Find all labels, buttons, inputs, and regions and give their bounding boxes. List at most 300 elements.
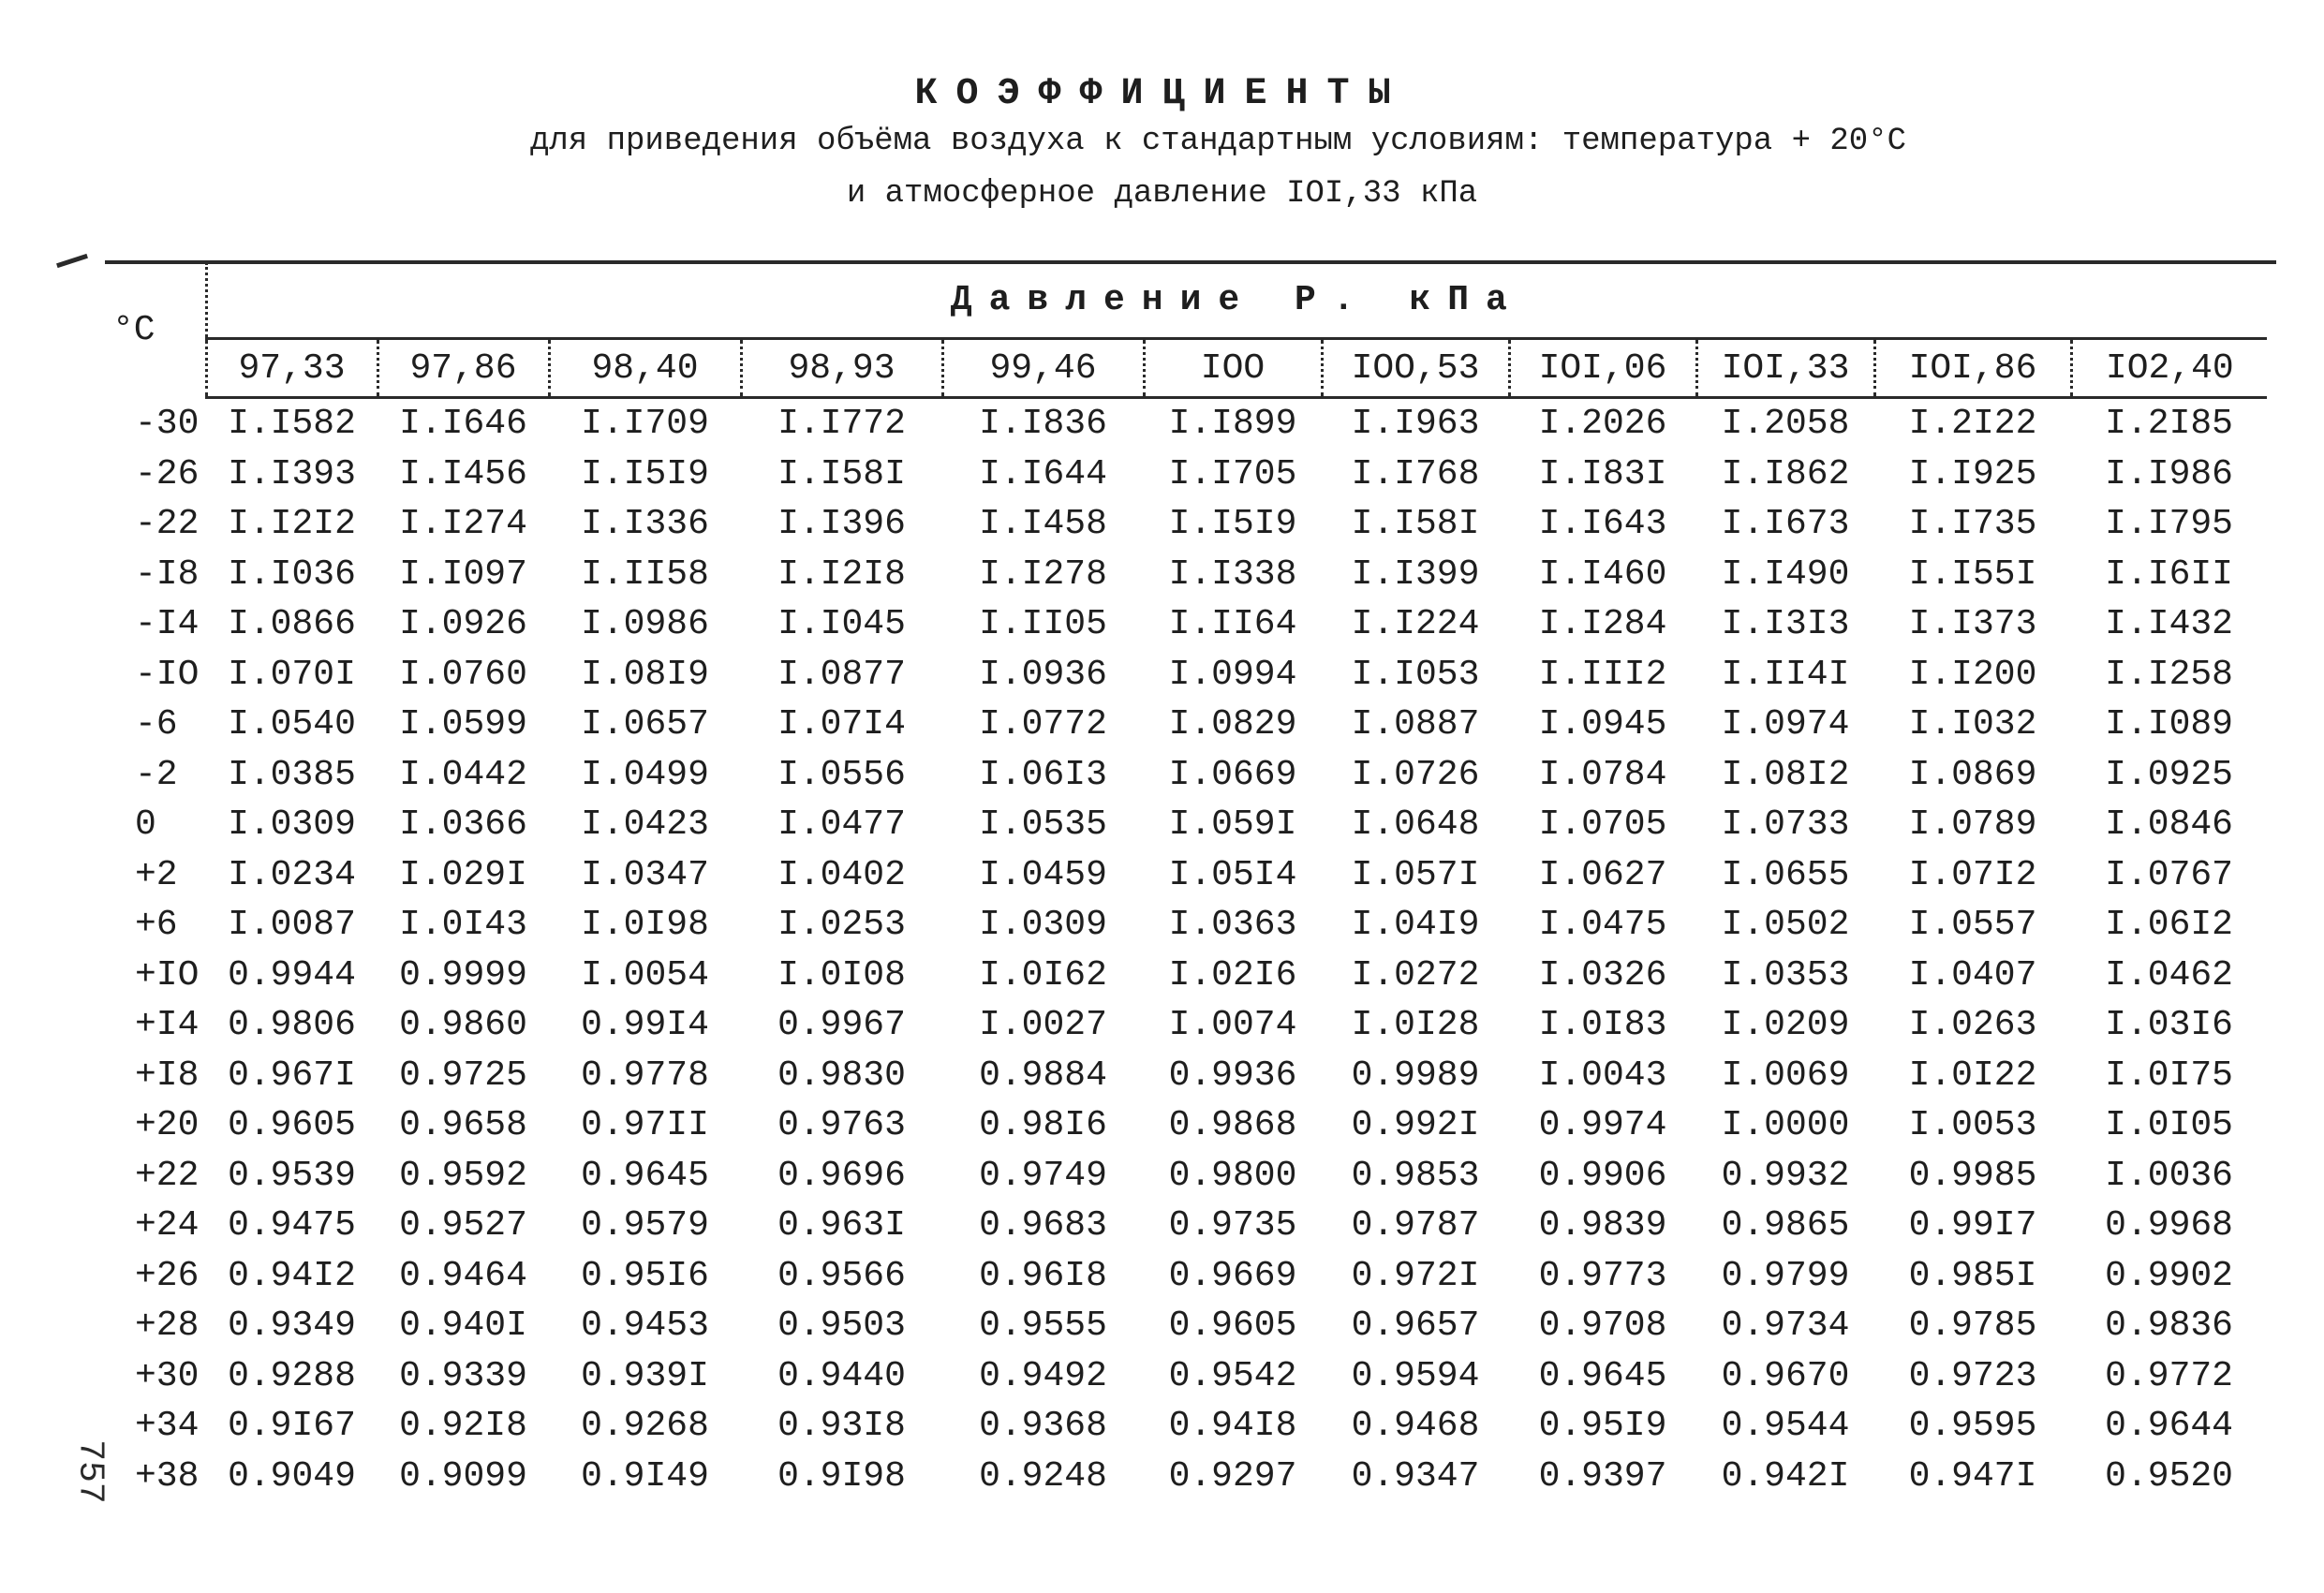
coefficient-cell: I.0887: [1351, 704, 1480, 745]
coefficient-cell: I.0309: [228, 804, 356, 846]
coefficient-cell: 0.9974: [1538, 1105, 1667, 1146]
coefficient-cell: 0.9248: [979, 1455, 1107, 1497]
coefficient-cell: 0.93I8: [777, 1406, 906, 1447]
coefficient-cell: 0.9800: [1168, 1155, 1297, 1196]
coefficient-cell: I.0784: [1538, 754, 1667, 795]
temperature-cell: -2: [135, 754, 178, 795]
coefficient-cell: I.0462: [2105, 954, 2233, 996]
coefficient-cell: 0.98I6: [979, 1105, 1107, 1146]
temperature-cell: +38: [135, 1455, 200, 1497]
coefficient-cell: I.I643: [1538, 504, 1667, 545]
coefficient-cell: I.I772: [777, 404, 906, 445]
table-row: [112, 550, 2267, 600]
coefficient-cell: I.0925: [2105, 754, 2233, 795]
coefficient-cell: 0.9297: [1168, 1455, 1297, 1497]
coefficient-cell: I.I399: [1351, 553, 1480, 595]
coefficient-cell: I.I053: [1351, 654, 1480, 695]
coefficient-cell: I.057I: [1351, 854, 1480, 895]
temperature-cell: -IO: [135, 654, 200, 695]
coefficient-cell: I.I432: [2105, 604, 2233, 645]
coefficient-cell: 0.9368: [979, 1406, 1107, 1447]
table-row: [112, 800, 2267, 850]
coefficient-cell: 0.9349: [228, 1305, 356, 1347]
table-row: [112, 450, 2267, 500]
coefficient-cell: 0.9605: [228, 1105, 356, 1146]
coefficient-cell: I.06I2: [2105, 905, 2233, 946]
pressure-column-header: 98,93: [741, 339, 942, 398]
coefficient-cell: 0.96I8: [979, 1255, 1107, 1296]
coefficient-cell: 0.9830: [777, 1055, 906, 1096]
coefficient-cell: I.0556: [777, 754, 906, 795]
coefficient-cell: I.I460: [1538, 553, 1667, 595]
coefficient-cell: I.0459: [979, 854, 1107, 895]
coefficient-cell: I.0557: [1908, 905, 2037, 946]
coefficient-cell: I.I899: [1168, 404, 1297, 445]
coefficient-cell: I.0829: [1168, 704, 1297, 745]
table-row: [112, 1401, 2267, 1452]
coefficient-cell: 0.9670: [1721, 1355, 1850, 1396]
coefficient-cell: 0.9644: [2105, 1406, 2233, 1447]
coefficient-cell: I.I089: [2105, 704, 2233, 745]
coefficient-cell: I.0000: [1721, 1105, 1850, 1146]
coefficient-cell: 0.942I: [1721, 1455, 1850, 1497]
coefficient-cell: 0.9778: [581, 1055, 709, 1096]
temperature-cell: +IO: [135, 954, 200, 996]
coefficient-cell: 0.9839: [1538, 1205, 1667, 1246]
coefficient-cell: I.0074: [1168, 1005, 1297, 1046]
coefficients-table: [112, 262, 2267, 1501]
temperature-unit-header: °С: [112, 309, 155, 350]
coefficient-cell: 0.9468: [1351, 1406, 1480, 1447]
coefficient-cell: I.I045: [777, 604, 906, 645]
coefficient-cell: 0.9503: [777, 1305, 906, 1347]
coefficient-cell: I.I5I9: [1168, 504, 1297, 545]
coefficient-cell: 0.9I98: [777, 1455, 906, 1497]
coefficient-cell: I.I032: [1908, 704, 2037, 745]
coefficient-cell: 0.9397: [1538, 1455, 1667, 1497]
temperature-cell: -I4: [135, 604, 200, 645]
coefficient-cell: 0.9932: [1721, 1155, 1850, 1196]
coefficient-cell: I.0347: [581, 854, 709, 895]
coefficient-cell: 0.963I: [777, 1205, 906, 1246]
coefficient-cell: 0.9592: [399, 1155, 527, 1196]
coefficient-cell: I.I490: [1721, 553, 1850, 595]
coefficient-cell: 0.9544: [1721, 1406, 1850, 1447]
coefficient-cell: 0.9763: [777, 1105, 906, 1146]
coefficient-cell: 0.9772: [2105, 1355, 2233, 1396]
table-row: [112, 750, 2267, 801]
coefficient-cell: I.I200: [1908, 654, 2037, 695]
coefficient-cell: I.II64: [1168, 604, 1297, 645]
coefficient-cell: I.I925: [1908, 453, 2037, 494]
pressure-column-header: 99,46: [942, 339, 1144, 398]
coefficient-cell: 0.9268: [581, 1406, 709, 1447]
coefficient-cell: I.0994: [1168, 654, 1297, 695]
coefficient-cell: 0.9527: [399, 1205, 527, 1246]
coefficient-cell: 0.9967: [777, 1005, 906, 1046]
temperature-cell: +34: [135, 1406, 200, 1447]
coefficient-cell: I.I278: [979, 553, 1107, 595]
coefficient-cell: I.0385: [228, 754, 356, 795]
pressure-column-header: IOI,86: [1874, 339, 2071, 398]
coefficient-cell: I.0926: [399, 604, 527, 645]
temperature-cell: -30: [135, 403, 200, 444]
coefficient-cell: I.0I62: [979, 954, 1107, 996]
coefficient-cell: I.I986: [2105, 453, 2233, 494]
table-row: [112, 1351, 2267, 1402]
pressure-column-header: IOO: [1144, 339, 1322, 398]
coefficient-cell: I.0726: [1351, 754, 1480, 795]
coefficient-cell: 0.9787: [1351, 1205, 1480, 1246]
table-row: [112, 1051, 2267, 1101]
temperature-cell: +30: [135, 1355, 200, 1396]
coefficient-cell: 0.9I49: [581, 1455, 709, 1497]
coefficient-cell: I.0I08: [777, 954, 906, 996]
pressure-column-header: IOI,33: [1696, 339, 1874, 398]
coefficient-cell: I.0053: [1908, 1105, 2037, 1146]
coefficient-cell: I.0760: [399, 654, 527, 695]
coefficient-cell: 0.94I2: [228, 1255, 356, 1296]
coefficient-cell: I.I458: [979, 504, 1107, 545]
temperature-cell: +20: [135, 1105, 200, 1146]
table-row: [112, 900, 2267, 951]
coefficient-cell: I.I735: [1908, 504, 2037, 545]
coefficient-cell: I.I3I3: [1721, 604, 1850, 645]
coefficient-cell: I.I338: [1168, 553, 1297, 595]
margin-page-note: 757: [69, 1439, 111, 1504]
table-row: [112, 398, 2267, 450]
temperature-cell: +2: [135, 854, 178, 895]
document-subtitle-line1: для приведения объёма воздуха к стандартным условиям: температура + 20°С: [529, 124, 1907, 159]
coefficient-cell: I.0767: [2105, 854, 2233, 895]
coefficient-cell: I.I396: [777, 504, 906, 545]
coefficient-cell: 0.9902: [2105, 1255, 2233, 1296]
temperature-cell: +I8: [135, 1055, 200, 1096]
coefficient-cell: 0.9049: [228, 1455, 356, 1497]
coefficient-cell: I.I795: [2105, 504, 2233, 545]
coefficient-cell: I.I224: [1351, 604, 1480, 645]
coefficient-cell: I.2I22: [1908, 404, 2037, 445]
table-row: [112, 499, 2267, 550]
coefficient-cell: I.I373: [1908, 604, 2037, 645]
coefficient-cell: I.2026: [1538, 404, 1667, 445]
coefficient-cell: I.I274: [399, 504, 527, 545]
table-row: [112, 1151, 2267, 1202]
coefficient-cell: 0.92I8: [399, 1406, 527, 1447]
coefficient-cell: I.0I22: [1908, 1055, 2037, 1096]
coefficient-cell: 0.9099: [399, 1455, 527, 1497]
coefficient-cell: I.2I85: [2105, 404, 2233, 445]
coefficient-cell: 0.9645: [1538, 1355, 1667, 1396]
coefficient-cell: 0.972I: [1351, 1255, 1480, 1296]
temperature-cell: 0: [135, 804, 156, 846]
table-row: [112, 951, 2267, 1001]
coefficient-cell: 0.9594: [1351, 1355, 1480, 1396]
coefficient-cell: I.0272: [1351, 954, 1480, 996]
coefficient-cell: 0.9985: [1908, 1155, 2037, 1196]
coefficient-cell: I.I097: [399, 553, 527, 595]
coefficient-cell: I.I646: [399, 404, 527, 445]
coefficient-cell: I.0I28: [1351, 1005, 1480, 1046]
coefficient-cell: I.I393: [228, 453, 356, 494]
coefficient-cell: I.04I9: [1351, 905, 1480, 946]
coefficient-cell: 0.967I: [228, 1055, 356, 1096]
coefficient-cell: I.I836: [979, 404, 1107, 445]
coefficient-cell: 0.94I8: [1168, 1406, 1297, 1447]
coefficient-cell: I.I673: [1721, 504, 1850, 545]
temperature-cell: +6: [135, 905, 178, 946]
coefficient-cell: 0.9989: [1351, 1055, 1480, 1096]
coefficient-cell: I.I83I: [1538, 453, 1667, 494]
coefficient-cell: I.II05: [979, 604, 1107, 645]
coefficient-cell: I.0402: [777, 854, 906, 895]
coefficient-cell: 0.9579: [581, 1205, 709, 1246]
coefficient-cell: I.I709: [581, 404, 709, 445]
temperature-cell: -I8: [135, 553, 200, 595]
coefficient-cell: I.0253: [777, 905, 906, 946]
table-row: [112, 1452, 2267, 1502]
coefficient-cell: 0.9I67: [228, 1406, 356, 1447]
coefficient-cell: I.0669: [1168, 754, 1297, 795]
coefficient-cell: I.02I6: [1168, 954, 1297, 996]
coefficient-cell: I.0043: [1538, 1055, 1667, 1096]
coefficient-cell: 0.9860: [399, 1005, 527, 1046]
coefficient-cell: I.I55I: [1908, 553, 2037, 595]
coefficient-cell: I.06I3: [979, 754, 1107, 795]
coefficient-cell: I.0I05: [2105, 1105, 2233, 1146]
coefficient-cell: 0.985I: [1908, 1255, 2037, 1296]
coefficient-cell: 0.9723: [1908, 1355, 2037, 1396]
coefficient-cell: I.I768: [1351, 453, 1480, 494]
coefficient-cell: I.0027: [979, 1005, 1107, 1046]
table-row: [112, 599, 2267, 650]
coefficient-cell: I.0627: [1538, 854, 1667, 895]
coefficient-cell: I.I705: [1168, 453, 1297, 494]
coefficient-cell: 0.95I6: [581, 1255, 709, 1296]
coefficient-cell: I.0069: [1721, 1055, 1850, 1096]
coefficient-cell: I.0209: [1721, 1005, 1850, 1046]
coefficient-cell: 0.9785: [1908, 1305, 2037, 1347]
coefficient-cell: I.0054: [581, 954, 709, 996]
coefficient-cell: I.05I4: [1168, 854, 1297, 895]
temperature-cell: -6: [135, 704, 178, 745]
coefficient-cell: 0.9288: [228, 1355, 356, 1396]
coefficient-cell: 0.9595: [1908, 1406, 2037, 1447]
temperature-cell: +26: [135, 1255, 200, 1296]
coefficient-cell: I.II58: [581, 553, 709, 595]
coefficient-cell: I.0309: [979, 905, 1107, 946]
coefficient-cell: 0.9539: [228, 1155, 356, 1196]
pressure-group-header: Давление Р. кПа: [206, 262, 2267, 339]
document-subtitle-line2: и атмосферное давление IOI,33 кПа: [846, 176, 1478, 212]
coefficient-cell: 0.9906: [1538, 1155, 1667, 1196]
coefficient-cell: I.0I43: [399, 905, 527, 946]
pressure-values-row: [112, 339, 2267, 398]
coefficient-cell: I.0772: [979, 704, 1107, 745]
coefficient-cell: 0.9440: [777, 1355, 906, 1396]
coefficient-cell: I.0263: [1908, 1005, 2037, 1046]
coefficient-cell: 0.9735: [1168, 1205, 1297, 1246]
coefficient-cell: I.0936: [979, 654, 1107, 695]
coefficient-cell: 0.9806: [228, 1005, 356, 1046]
pressure-column-header: IOO,53: [1322, 339, 1509, 398]
temperature-cell: -22: [135, 504, 200, 545]
coefficient-cell: I.0I98: [581, 905, 709, 946]
coefficient-cell: I.I862: [1721, 453, 1850, 494]
coefficient-cell: 0.9453: [581, 1305, 709, 1347]
temperature-cell: +I4: [135, 1005, 200, 1046]
coefficient-cell: 0.99I4: [581, 1005, 709, 1046]
coefficient-cell: I.0475: [1538, 905, 1667, 946]
coefficient-cell: 0.947I: [1908, 1455, 2037, 1497]
pressure-column-header: IO2,40: [2071, 339, 2267, 398]
pressure-column-header: 97,33: [206, 339, 377, 398]
coefficient-cell: 0.9773: [1538, 1255, 1667, 1296]
coefficient-cell: I.0442: [399, 754, 527, 795]
table-row: [112, 1000, 2267, 1051]
coefficient-cell: I.I963: [1351, 404, 1480, 445]
coefficient-cell: I.03I6: [2105, 1005, 2233, 1046]
coefficient-cell: 0.9492: [979, 1355, 1107, 1396]
coefficient-cell: I.07I4: [777, 704, 906, 745]
coefficient-cell: 0.9683: [979, 1205, 1107, 1246]
coefficient-cell: 0.9936: [1168, 1055, 1297, 1096]
margin-tick-mark: [56, 254, 88, 268]
coefficient-cell: 0.9868: [1168, 1105, 1297, 1146]
coefficient-cell: I.0234: [228, 854, 356, 895]
coefficient-cell: I.0326: [1538, 954, 1667, 996]
coefficient-cell: 0.9853: [1351, 1155, 1480, 1196]
coefficient-cell: I.0974: [1721, 704, 1850, 745]
coefficient-cell: I.0540: [228, 704, 356, 745]
coefficient-cell: 0.97II: [581, 1105, 709, 1146]
coefficient-cell: 0.9944: [228, 954, 356, 996]
coefficient-cell: I.I6II: [2105, 553, 2233, 595]
coefficient-cell: I.0869: [1908, 754, 2037, 795]
coefficient-cell: I.0945: [1538, 704, 1667, 745]
coefficient-cell: I.07I2: [1908, 854, 2037, 895]
document-title: КОЭФФИЦИЕНТЫ: [914, 73, 1410, 115]
coefficient-cell: I.I258: [2105, 654, 2233, 695]
coefficient-cell: I.0599: [399, 704, 527, 745]
coefficient-cell: I.0087: [228, 905, 356, 946]
coefficient-cell: I.0502: [1721, 905, 1850, 946]
coefficient-cell: I.0363: [1168, 905, 1297, 946]
coefficient-cell: 0.9555: [979, 1305, 1107, 1347]
coefficient-cell: 0.9520: [2105, 1455, 2233, 1497]
coefficient-cell: I.0477: [777, 804, 906, 846]
coefficient-cell: I.0866: [228, 604, 356, 645]
coefficient-cell: 0.9749: [979, 1155, 1107, 1196]
coefficient-cell: I.II4I: [1721, 654, 1850, 695]
coefficient-cell: I.0036: [2105, 1155, 2233, 1196]
coefficient-cell: 0.939I: [581, 1355, 709, 1396]
coefficient-cell: I.0I83: [1538, 1005, 1667, 1046]
coefficient-cell: I.I456: [399, 453, 527, 494]
coefficient-cell: I.I036: [228, 553, 356, 595]
coefficient-cell: 0.9339: [399, 1355, 527, 1396]
temperature-cell: +22: [135, 1155, 200, 1196]
table-row: [112, 1201, 2267, 1251]
coefficient-cell: 0.9657: [1351, 1305, 1480, 1347]
pressure-column-header: 98,40: [549, 339, 741, 398]
coefficient-cell: I.0648: [1351, 804, 1480, 846]
coefficient-cell: 0.9999: [399, 954, 527, 996]
coefficient-cell: I.I336: [581, 504, 709, 545]
coefficient-cell: I.0535: [979, 804, 1107, 846]
coefficient-cell: I.0705: [1538, 804, 1667, 846]
coefficient-cell: 0.9464: [399, 1255, 527, 1296]
coefficient-cell: I.0407: [1908, 954, 2037, 996]
pressure-column-header: IOI,06: [1509, 339, 1696, 398]
table-row: [112, 850, 2267, 901]
coefficient-cell: I.I644: [979, 453, 1107, 494]
table-header-row: [112, 262, 2267, 339]
coefficient-cell: I.0789: [1908, 804, 2037, 846]
table-row: [112, 700, 2267, 750]
coefficient-cell: I.I58I: [1351, 504, 1480, 545]
coefficient-cell: I.0655: [1721, 854, 1850, 895]
coefficient-cell: I.0733: [1721, 804, 1850, 846]
coefficient-cell: I.I2I8: [777, 553, 906, 595]
coefficient-cell: I.I2I2: [228, 504, 356, 545]
coefficient-cell: 0.9347: [1351, 1455, 1480, 1497]
coefficient-cell: I.I5I9: [581, 453, 709, 494]
coefficient-cell: I.0I75: [2105, 1055, 2233, 1096]
coefficient-cell: 0.9566: [777, 1255, 906, 1296]
coefficient-cell: I.0846: [2105, 804, 2233, 846]
temperature-cell: +24: [135, 1205, 200, 1246]
table-row: [112, 650, 2267, 701]
coefficient-cell: 0.9669: [1168, 1255, 1297, 1296]
coefficient-cell: I.059I: [1168, 804, 1297, 846]
coefficient-cell: 0.9542: [1168, 1355, 1297, 1396]
coefficient-cell: I.0423: [581, 804, 709, 846]
coefficient-cell: 0.9696: [777, 1155, 906, 1196]
coefficient-cell: 0.99I7: [1908, 1205, 2037, 1246]
coefficient-cell: I.0366: [399, 804, 527, 846]
coefficient-cell: I.III2: [1538, 654, 1667, 695]
coefficient-cell: 0.9658: [399, 1105, 527, 1146]
table-row: [112, 1100, 2267, 1151]
coefficient-cell: I.2058: [1721, 404, 1850, 445]
coefficient-cell: 0.9836: [2105, 1305, 2233, 1347]
coefficient-cell: I.I582: [228, 404, 356, 445]
coefficient-cell: I.I58I: [777, 453, 906, 494]
coefficient-cell: 0.9734: [1721, 1305, 1850, 1347]
coefficient-cell: 0.9884: [979, 1055, 1107, 1096]
coefficient-cell: 0.9645: [581, 1155, 709, 1196]
coefficient-cell: 0.9865: [1721, 1205, 1850, 1246]
coefficient-cell: I.0499: [581, 754, 709, 795]
coefficient-cell: 0.9708: [1538, 1305, 1667, 1347]
coefficient-cell: I.I284: [1538, 604, 1667, 645]
coefficient-cell: I.0353: [1721, 954, 1850, 996]
coefficient-cell: 0.9968: [2105, 1205, 2233, 1246]
coefficient-cell: I.08I2: [1721, 754, 1850, 795]
coefficient-cell: 0.9605: [1168, 1305, 1297, 1347]
coefficient-cell: 0.9799: [1721, 1255, 1850, 1296]
coefficient-cell: I.0986: [581, 604, 709, 645]
coefficient-cell: I.08I9: [581, 654, 709, 695]
table-row: [112, 1251, 2267, 1302]
coefficient-cell: I.0657: [581, 704, 709, 745]
coefficient-cell: I.0877: [777, 654, 906, 695]
coefficient-cell: 0.9725: [399, 1055, 527, 1096]
coefficient-cell: 0.9475: [228, 1205, 356, 1246]
temperature-cell: +28: [135, 1305, 200, 1347]
coefficient-cell: 0.992I: [1351, 1105, 1480, 1146]
